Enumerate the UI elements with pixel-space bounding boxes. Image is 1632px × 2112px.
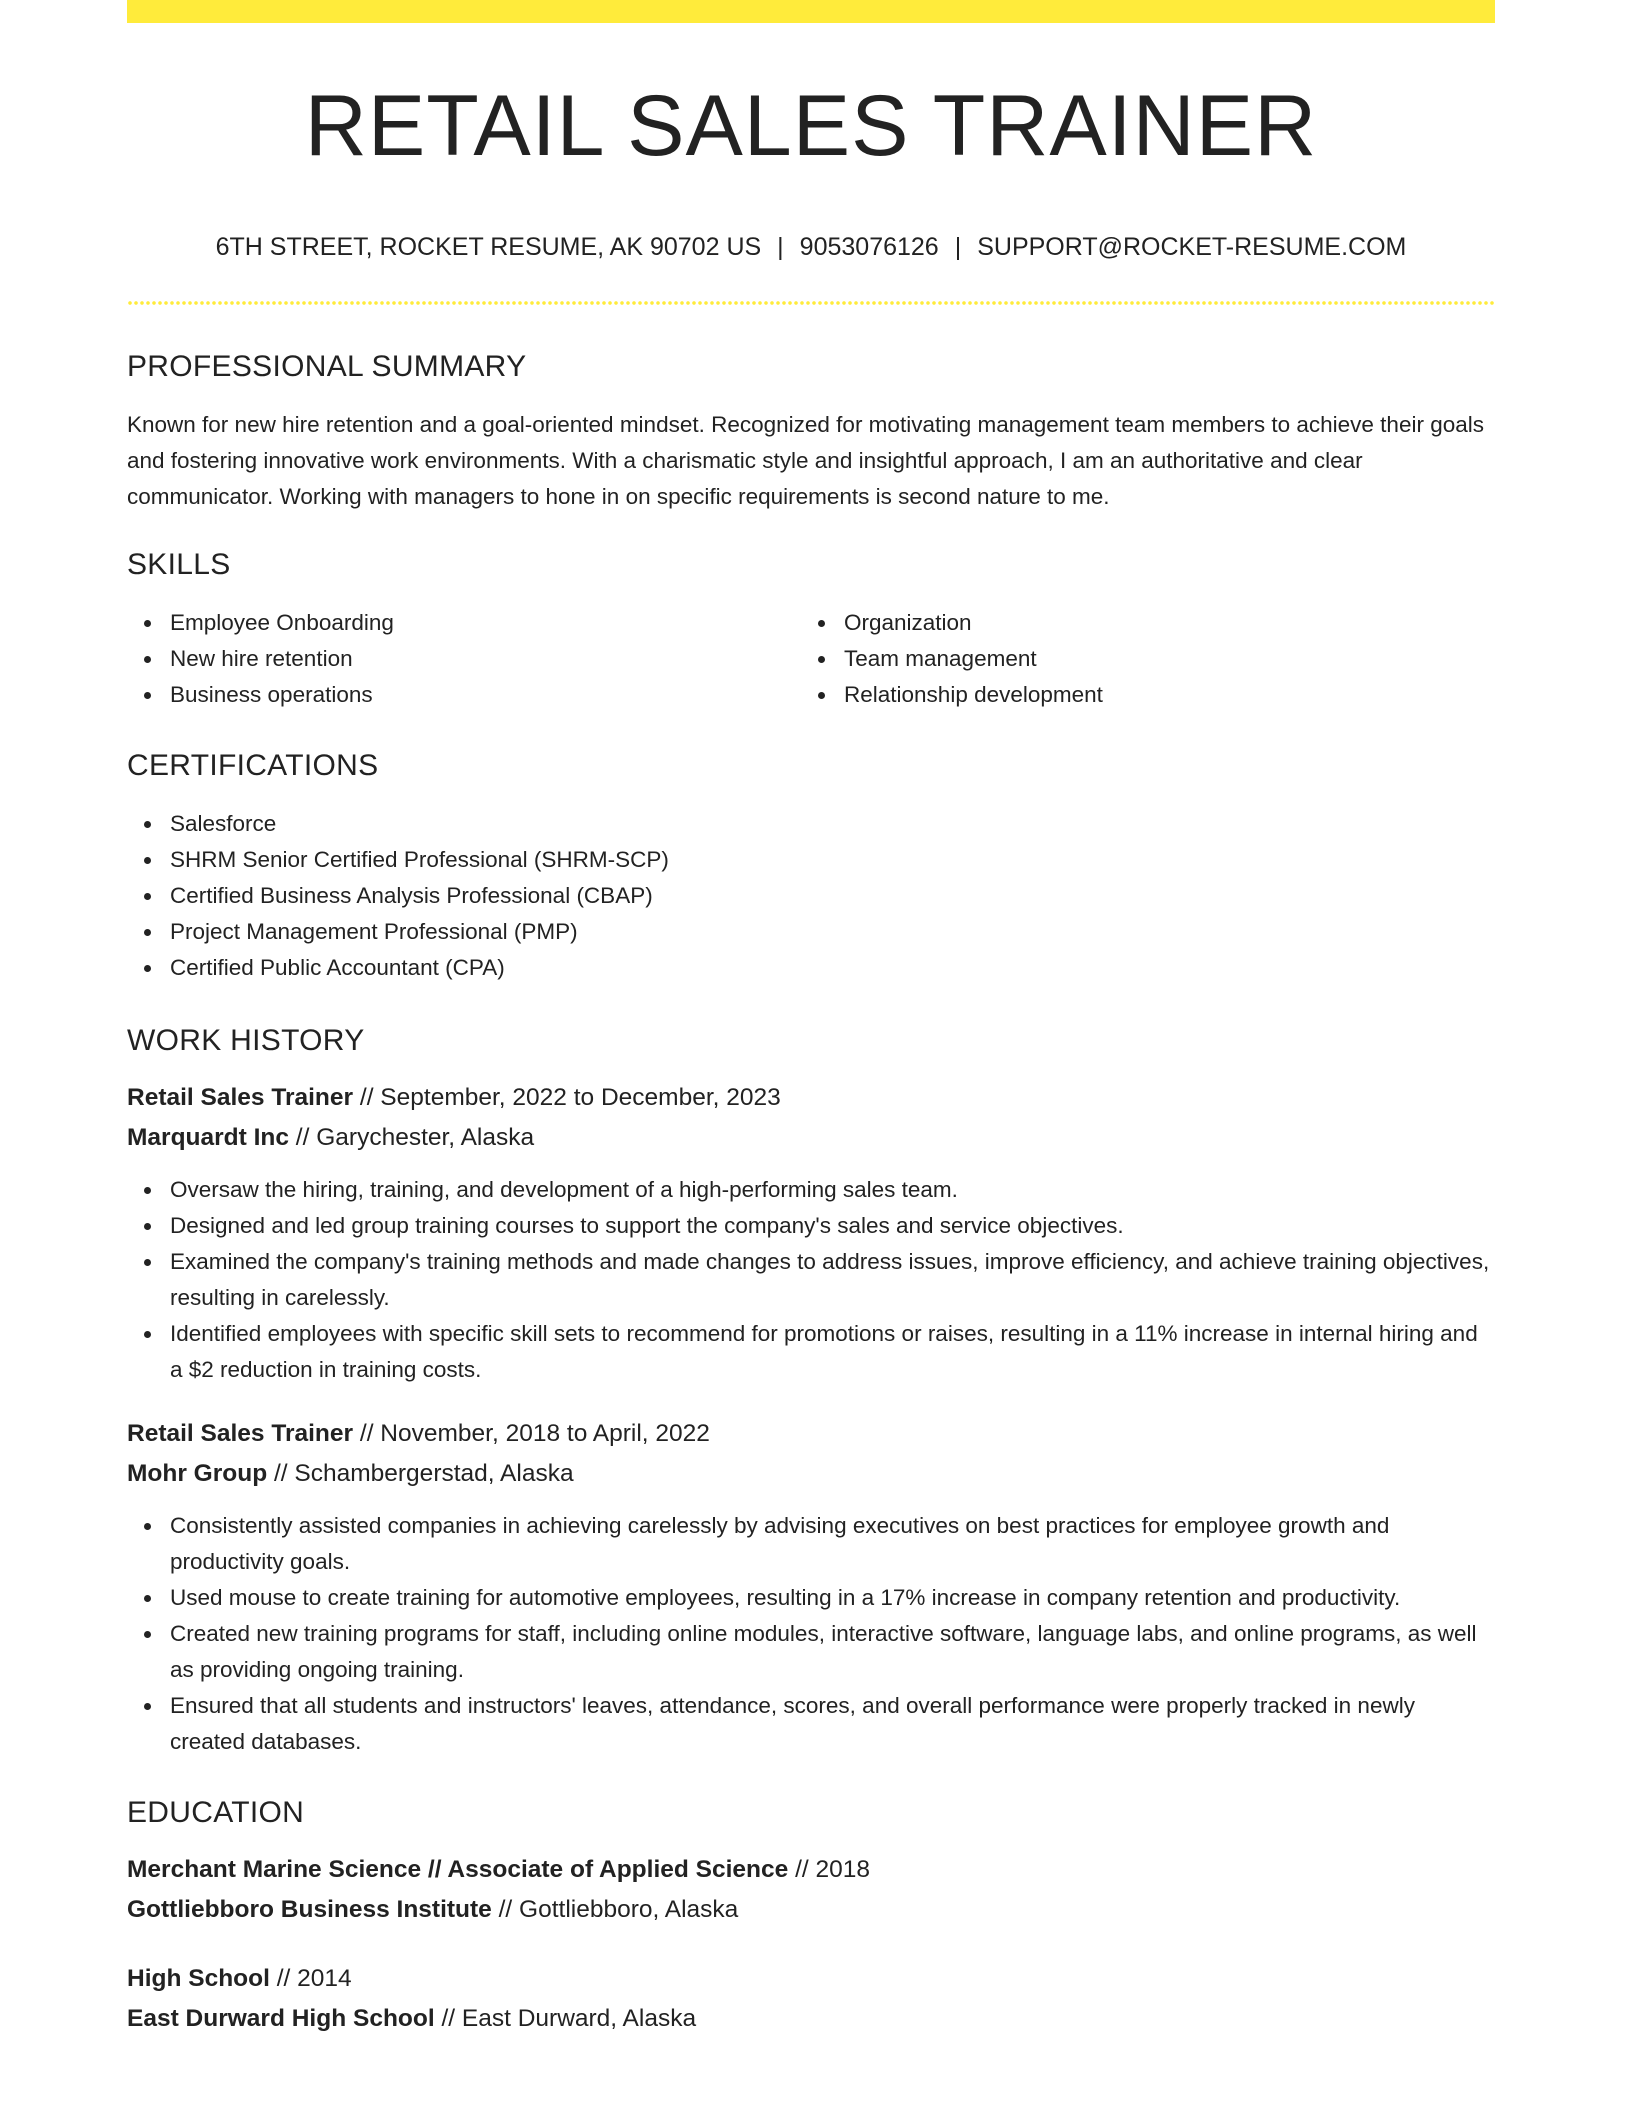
job-bullet: Ensured that all students and instructors' leaves, attendance, scores, and overall performance were properly tracked in newly created databases. <box>127 1688 1495 1760</box>
job-company: Mohr Group <box>127 1460 268 1487</box>
job-role: Retail Sales Trainer <box>127 1420 354 1447</box>
job-location: // Schambergerstad, Alaska <box>267 1460 574 1487</box>
summary-text: Known for new hire retention and a goal-oriented mindset. Recognized for motivating management team members to achieve their goals and fostering innovative work environments. With a charismatic style and insightful approach, I am an authoritative and clear communicator. Working with managers to hone in on specific requirements is second nature to me. <box>127 412 1484 509</box>
skills-right-list <box>801 605 1475 713</box>
job-bullet: Oversaw the hiring, training, and development of a high-performing sales team. <box>127 1172 1495 1208</box>
education-location: // East Durward, Alaska <box>434 2005 697 2032</box>
certification-item: SHRM Senior Certified Professional (SHRM-SCP) <box>127 842 1495 878</box>
job-entry <box>127 1078 1495 1388</box>
skills-heading: SKILLS <box>127 548 231 581</box>
education-heading: EDUCATION <box>127 1796 305 1829</box>
education-degree-line <box>127 1850 1495 1890</box>
certifications-heading: CERTIFICATIONS <box>127 749 379 782</box>
skill-item: Business operations <box>127 677 801 713</box>
contact-separator: | <box>954 233 962 261</box>
job-bullets <box>127 1508 1495 1760</box>
work-history-heading: WORK HISTORY <box>127 1024 365 1057</box>
job-dates: // November, 2018 to April, 2022 <box>353 1420 710 1447</box>
candidate-name: RETAIL SALES TRAINER <box>304 78 1318 174</box>
certification-item: Certified Public Accountant (CPA) <box>127 950 1495 986</box>
skills-grid <box>127 605 1495 713</box>
job-bullet: Created new training programs for staff, including online modules, interactive software, language labs, and online programs, as well as providing ongoing training. <box>127 1616 1495 1688</box>
job-title-line <box>127 1078 1495 1118</box>
certification-item: Salesforce <box>127 806 1495 842</box>
job-company: Marquardt Inc <box>127 1124 289 1151</box>
education-year: // 2014 <box>269 1965 352 1992</box>
job-entry <box>127 1414 1495 1760</box>
education-school-line <box>127 1999 1495 2039</box>
job-role: Retail Sales Trainer <box>127 1084 354 1111</box>
certification-item: Project Management Professional (PMP) <box>127 914 1495 950</box>
job-company-line <box>127 1454 1495 1494</box>
job-title-line <box>127 1414 1495 1454</box>
job-bullets <box>127 1172 1495 1388</box>
education-school: East Durward High School <box>127 2005 435 2032</box>
contact-separator: | <box>777 233 784 261</box>
skill-item: Employee Onboarding <box>127 605 801 641</box>
skill-item: Team management <box>801 641 1475 677</box>
skill-item: Relationship development <box>801 677 1475 713</box>
top-accent-bar <box>127 0 1495 23</box>
education-degree: High School <box>127 1965 270 1992</box>
job-location: // Garychester, Alaska <box>289 1124 535 1151</box>
skill-item: Organization <box>801 605 1475 641</box>
education-entry <box>127 1959 1495 2039</box>
job-dates: // September, 2022 to December, 2023 <box>353 1084 781 1111</box>
education-degree-line <box>127 1959 1495 1999</box>
summary-heading: PROFESSIONAL SUMMARY <box>127 350 527 383</box>
education-year: // 2018 <box>788 1856 870 1883</box>
contact-line <box>127 235 1495 260</box>
job-bullet: Identified employees with specific skill sets to recommend for promotions or raises, resulting in a 11% increase in internal hiring and a $2 reduction in training costs. <box>127 1316 1495 1388</box>
job-bullet: Examined the company's training methods and made changes to address issues, improve efficiency, and achieve training objectives, resulting in carelessly. <box>127 1244 1495 1316</box>
education-entry <box>127 1850 1495 1930</box>
education-location: // Gottliebboro, Alaska <box>491 1896 739 1923</box>
education-school-line <box>127 1890 1495 1930</box>
education-school: Gottliebboro Business Institute <box>127 1896 492 1923</box>
job-bullet: Consistently assisted companies in achieving carelessly by advising executives on best practices for employee growth and productivity goals. <box>127 1508 1495 1580</box>
resume-page <box>127 0 1495 2039</box>
certification-item: Certified Business Analysis Professional (CBAP) <box>127 878 1495 914</box>
contact-phone: 9053076126 <box>799 233 939 261</box>
job-company-line <box>127 1118 1495 1158</box>
skill-item: New hire retention <box>127 641 801 677</box>
job-bullet: Used mouse to create training for automotive employees, resulting in a 17% increase in company retention and productivity. <box>127 1580 1495 1616</box>
skills-left-list <box>127 605 801 713</box>
contact-address: 6TH STREET, ROCKET RESUME, AK 90702 US <box>215 233 762 261</box>
job-bullet: Designed and led group training courses to support the company's sales and service objectives. <box>127 1208 1495 1244</box>
education-degree: Merchant Marine Science // Associate of Applied Science <box>127 1856 789 1883</box>
certifications-list <box>127 806 1495 986</box>
contact-email: SUPPORT@ROCKET-RESUME.COM <box>977 233 1407 261</box>
header-divider <box>127 301 1495 305</box>
